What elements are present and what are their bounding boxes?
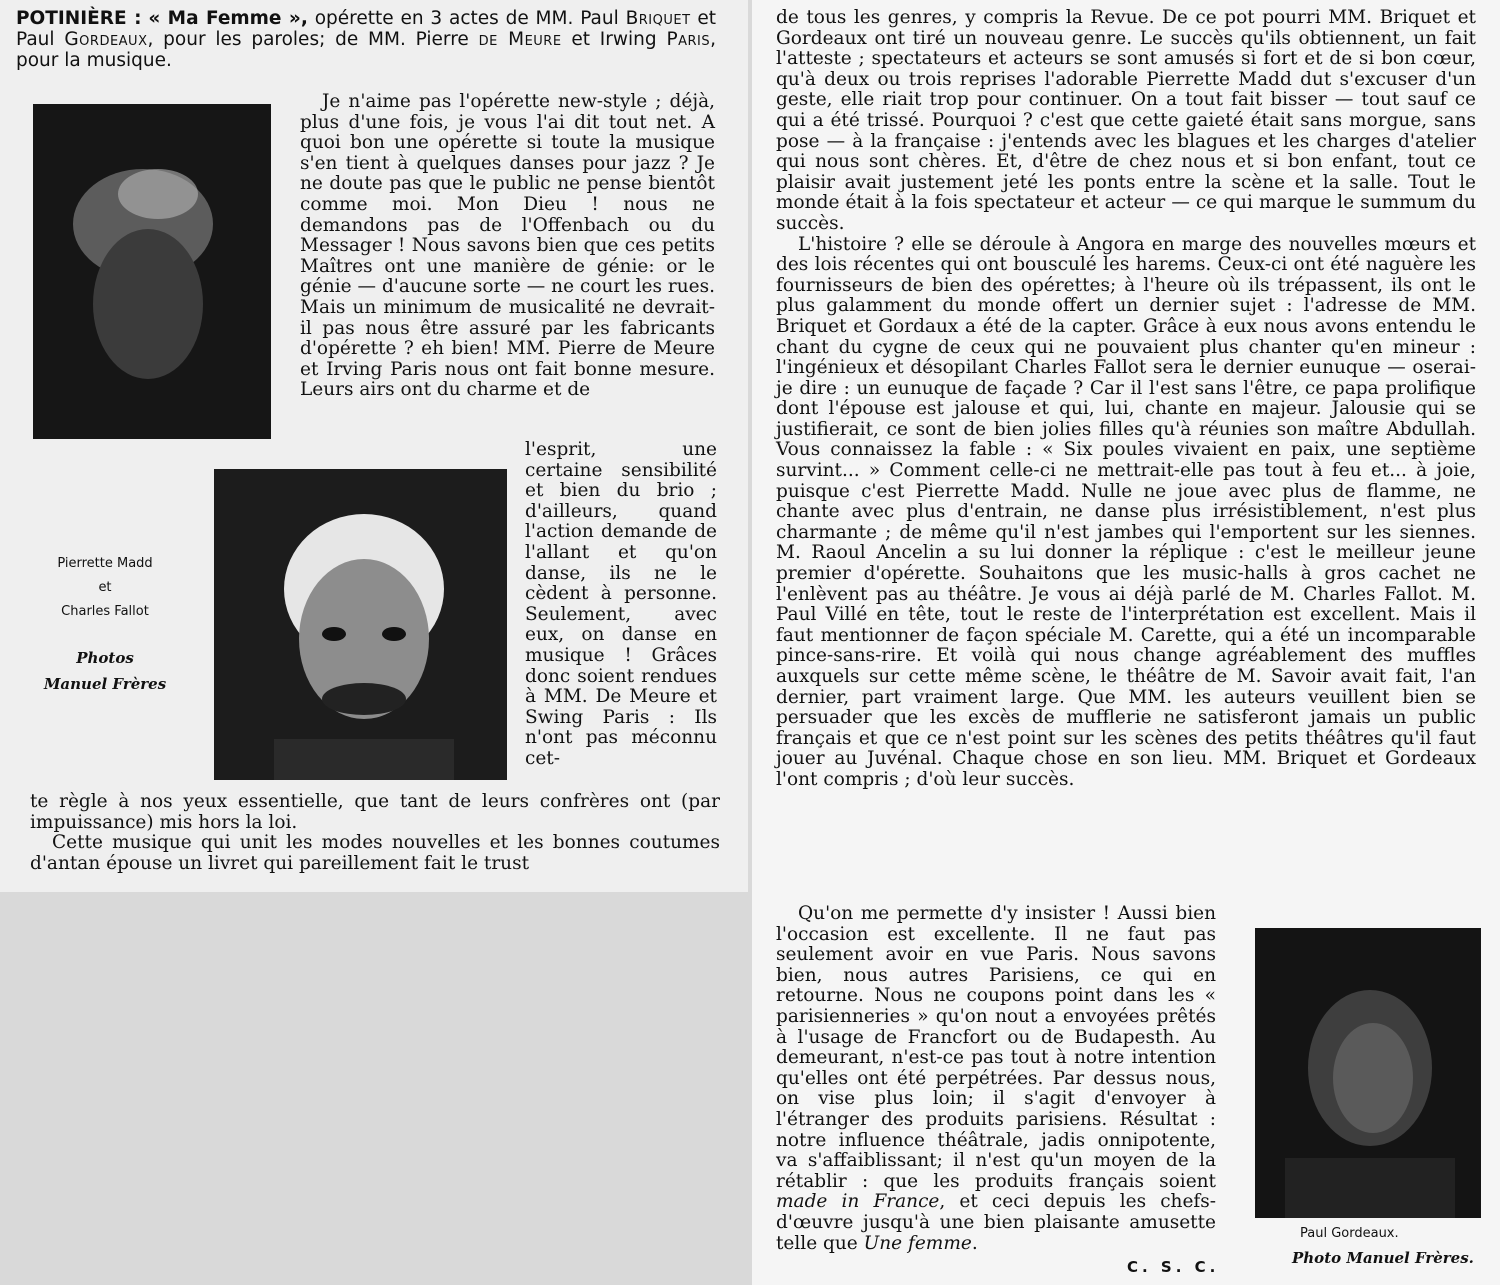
photo-caption-left bbox=[35, 552, 175, 698]
paragraph: L'histoire ? elle se déroule à Angora en marge des nouvelles mœurs et des lois récentes qui ont bousculé les harems. Ceux-ci ont été naguère les fournisseurs de bien des opérettes; à l'heure où ils trépassent, ils ont le plus galamment du monde offert un dernier sujet : l'adresse de MM. Briquet et Gordaux a été de la capter. Grâce à eux nous avons entendu le chant du cygne de ceux qui ne pouvaient plus chanter qu'en mineur : l'ingénieux et désopilant Charles Fallot sera le dernier eunuque — oserai-je dire : un eunuque de façade ? Car il l'est sans l'être, ce papa prolifique dont l'épouse est jalouse et qui, lui, chante en majeur. Jalousie qui se justifierait, ce sont de bien jolies filles qu'à réunies son maître Abdullah. Vous connaissez la fable : « Six poules vivaient en paix, une septième survint... » Comment celle-ci ne mettrait-elle pas tout à feu et... à joie, puisque c'est Pierrette Madd. Nulle ne joue avec plus de flamme, ne chante avec plus d'entrain, ne danse plus irrésistiblement, n'est plus charmante ; de même qu'il n'est jambes qui l'emportent sur les siennes. M. Raoul Ancelin a su lui donner la réplique : c'est le meilleur jeune premier d'opérette. Souhaitons que les music-halls à gros cachet ne l'enlèvent pas au théâtre. Je vous ai déjà parlé de M. Charles Fallot. M. Paul Villé en tête, tout le reste de l'interprétation est excellent. Mais il faut mentionner de façon spéciale M. Carette, qui a été un incomparable pince-sans-rire. Et voilà qui nous change agréablement des muffles auxquels sur cette même scène, le théâtre de M. Savoir avait fait, l'an dernier, part vraiment large. Que MM. les auteurs veuillent bien se persuader que les excès de mufflerie ne satisferont jamais un public français et que ce n'est point sur les scènes des petits théâtres qu'il faut jouer au Juvénal. Chaque chose en son lieu. MM. Briquet et Gordeaux l'ont compris ; d'où leur succès. bbox=[776, 233, 1476, 790]
paragraph-text: , et ceci depuis les chefs-d'œuvre jusqu'à une bien plaisante amusette telle que bbox=[776, 1191, 1217, 1254]
caption-name-madd: Pierrette Madd bbox=[57, 556, 153, 571]
caption-credit: Photo Manuel Frères. bbox=[1292, 1249, 1474, 1267]
photo-paul-gordeaux bbox=[1255, 928, 1481, 1218]
paragraph: Je n'aime pas l'opérette new-style ; déjà, plus d'une fois, je vous l'ai dit tout net. A quoi bon une opérette si toute la musique s'en tient à quelques danses pour jazz ? Je ne doute pas que le public ne pense bientôt comme moi. Mon Dieu ! nous ne demandons pas de l'Offenbach ou du Messager ! Nous savons bien que ces petits Maîtres ont une manière de génie: or le génie — d'aucune sorte — ne court les rues. Mais un minimum de musicalité ne devrait-il pas nous être assuré par les fabricants d'opérette ? eh bien! MM. Pierre de Meure et Irving Paris nous ont fait bonne mesure. Leurs airs ont du charme et de bbox=[300, 91, 715, 401]
italic-text: made in France bbox=[776, 1191, 940, 1213]
composer-name: Paris bbox=[666, 29, 711, 50]
left-paragraph-bottom bbox=[30, 792, 720, 874]
heading-text: et Irwing bbox=[571, 29, 657, 50]
caption-and: et bbox=[98, 580, 112, 595]
caption-studio: Manuel Frères bbox=[43, 675, 167, 693]
left-paragraph-top bbox=[300, 92, 715, 401]
paragraph: Cette musique qui unit les modes nouvelles et les bonnes coutumes d'antan épouse un livret qui pareillement fait le trust bbox=[30, 832, 720, 874]
article-heading bbox=[16, 8, 716, 71]
right-body-text bbox=[776, 8, 1476, 791]
caption-name-fallot: Charles Fallot bbox=[61, 604, 149, 619]
italic-text: Une femme bbox=[863, 1232, 972, 1254]
paragraph bbox=[776, 904, 1216, 1254]
author-signature: C. S. C. bbox=[1127, 1258, 1220, 1276]
author-name: Gordeaux bbox=[64, 29, 148, 50]
paragraph: de tous les genres, y compris la Revue. De ce pot pourri MM. Briquet et Gordeaux ont tiré un nouveau genre. Le succès qu'ils obtiennent, un fait l'atteste ; spectateurs et acteurs se sont amusés si fort et de si bon cœur, qu'à deux ou trois reprises l'adorable Pierrette Madd dut s'excuser d'un geste, elle riait trop pour continuer. On a tout fait bisser — tout sauf ce qui a été trissé. Pourquoi ? c'est que cette gaieté était sans morgue, sans pose — à la française : j'entends avec les blagues et les charges d'atelier qui nous sont chères. Et, d'être de chez nous et si bon enfant, tout ce plaisir avait justement jeté les ponts entre la scène et la salle. Tout le monde était à la fois spectateur et acteur — ce qui marque le summum du succès. bbox=[776, 7, 1476, 234]
photo-pierrette-madd bbox=[33, 104, 271, 439]
portrait-image bbox=[1255, 928, 1481, 1218]
caption-name-gordeaux: Paul Gordeaux. bbox=[1300, 1226, 1399, 1241]
photo-charles-fallot bbox=[214, 469, 507, 780]
right-column bbox=[752, 0, 1500, 1285]
heading-text: opérette en 3 actes de MM. Paul bbox=[314, 8, 619, 29]
paragraph-text: . bbox=[971, 1232, 978, 1254]
left-column bbox=[0, 0, 748, 892]
right-paragraph-narrow bbox=[776, 904, 1216, 1254]
caption-photos: Photos bbox=[76, 649, 134, 667]
show-title: « Ma Femme », bbox=[148, 8, 308, 29]
venue-label: POTINIÈRE : bbox=[16, 8, 142, 29]
portrait-image bbox=[33, 104, 271, 439]
left-paragraph-narrow bbox=[525, 440, 717, 770]
paragraph: te règle à nos yeux essentielle, que tant de leurs confrères ont (par impuissance) mis hors la loi. bbox=[30, 791, 720, 833]
heading-text: , pour la musique. bbox=[16, 29, 716, 71]
heading-text: , pour les paroles; de MM. Pierre bbox=[147, 29, 469, 50]
photo-caption-right bbox=[1252, 1222, 1492, 1272]
composer-name: de Meure bbox=[478, 29, 562, 50]
portrait-image bbox=[214, 469, 507, 780]
heading-text: et Paul bbox=[16, 8, 717, 50]
author-name: Briquet bbox=[625, 8, 691, 29]
paragraph: l'esprit, une certaine sensibilité et bien du brio ; d'ailleurs, quand l'action demande de l'allant et qu'on danse, ils ne le cèdent à personne. Seulement, avec eux, on danse en musique ! Grâces donc soient rendues à MM. De Meure et Swing Paris : Ils n'ont pas méconnu cet- bbox=[525, 439, 717, 769]
paragraph-text: Qu'on me permette d'y insister ! Aussi bien l'occasion est excellente. Il ne faut pas seulement avoir en vue Paris. Nous savons bien, nous autres Parisiens, ce qui en retourne. Nous ne coupons point dans les « parisienneries » qu'on nout a envoyées prêtés à l'usage de Francfort ou de Budapesth. Au demeurant, n'est-ce pas tout à notre intention qu'elles ont été perpétrées. Par dessus nous, on vise plus loin; il s'agit d'envoyer à l'étranger des produits parisiens. Résultat : notre influence théâtrale, jadis onnipotente, va s'affaiblissant; il n'est qu'un moyen de la rétablir : que les produits français soient bbox=[776, 903, 1216, 1192]
